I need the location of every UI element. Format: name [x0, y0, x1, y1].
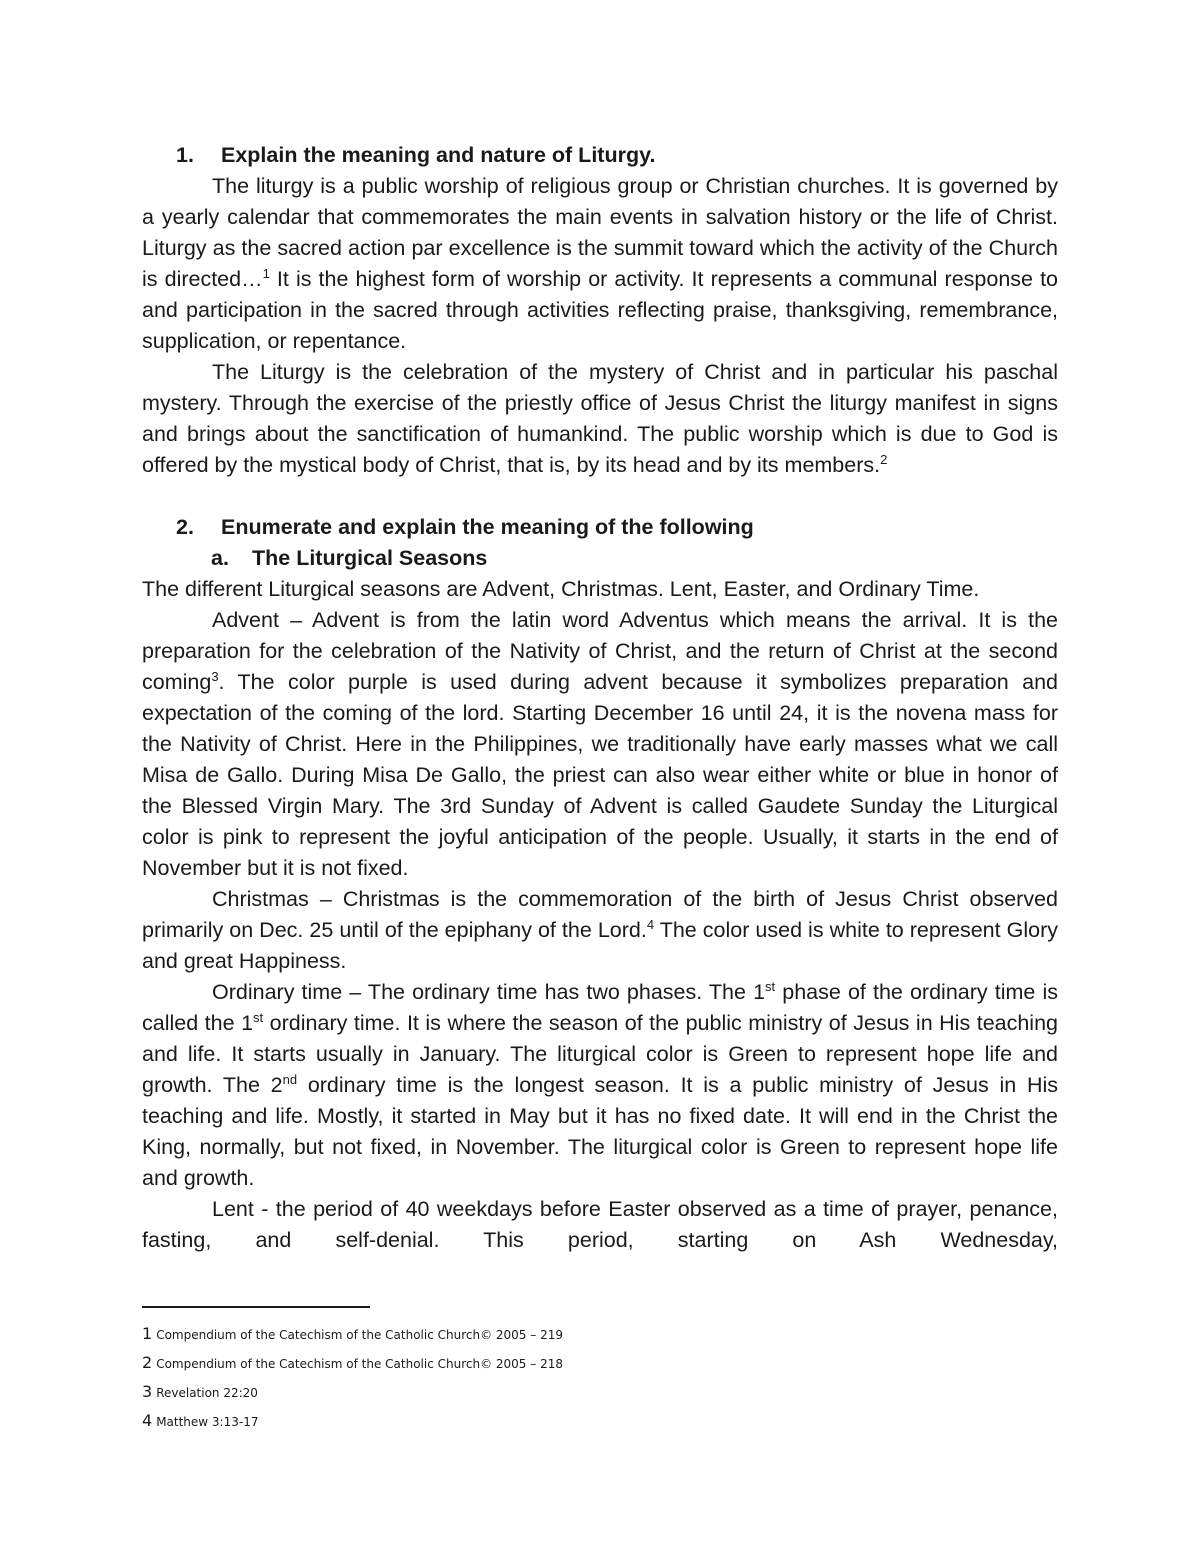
footnote-1 [142, 1320, 842, 1349]
liturgy-paragraph-1 [142, 171, 1058, 357]
christmas-paragraph [142, 884, 1058, 977]
question-1-number: 1. [176, 143, 194, 167]
footnote-mark: 2 [142, 1353, 153, 1372]
footnote-text: Compendium of the Catechism of the Catholic Church© 2005 – 218 [156, 1357, 563, 1371]
ordinal-suffix: st [765, 979, 776, 994]
liturgy-p1-text-a: The liturgy is a public worship of religious group or Christian churches. It is governed by a yearly calendar that commemorates the main events in salvation history or the life of Christ. Liturgy as the sacred action par excellence is the summit toward which the activity of the Church is directed… [142, 174, 1058, 291]
footnote-text: Compendium of the Catechism of the Catholic Church© 2005 – 219 [156, 1328, 563, 1342]
body-content [142, 140, 1058, 1256]
footnote-2 [142, 1349, 842, 1378]
footnote-mark: 1 [142, 1324, 153, 1343]
liturgy-paragraph-2 [142, 357, 1058, 481]
footnote-text: Matthew 3:13-17 [156, 1415, 259, 1429]
ordinal-suffix: st [253, 1010, 264, 1025]
subheading-title: The Liturgical Seasons [252, 546, 488, 570]
footnote-ref-1[interactable]: 1 [262, 266, 270, 281]
advent-paragraph [142, 605, 1058, 884]
ordinary-time-paragraph [142, 977, 1058, 1194]
question-1-title: Explain the meaning and nature of Liturgy. [221, 143, 656, 167]
lent-paragraph: Lent - the period of 40 weekdays before Easter observed as a time of prayer, penance, fasting, and self-denial. This period, starting on Ash Wednesday, [142, 1197, 1058, 1252]
subheading-liturgical-seasons [142, 543, 1058, 574]
advent-text-a: Advent – Advent is from the latin word Adventus which means the arrival. It is the preparation for the celebration of the Nativity of Christ, and the return of Christ at the second coming [142, 608, 1058, 694]
footnote-ref-4[interactable]: 4 [646, 917, 655, 932]
subheading-letter: a. [211, 546, 229, 570]
question-2-title: Enumerate and explain the meaning of the following [221, 515, 754, 539]
section-gap [142, 481, 1058, 512]
ordinary-text-d: ordinary time is the longest season. It is a public ministry of Jesus in His teaching and life. Mostly, it started in May but it has no fixed date. It will end in the Christ the King, normally, but not fixed, in November. The liturgical color is Green to represent hope life and growth. [142, 1073, 1059, 1190]
advent-text-b: . The color purple is used during advent because it symbolizes preparation and expectation of the coming of the lord. Starting December 16 until 24, it is the novena mass for the Nativity of Christ. Here in the Philippines, we traditionally have early masses what we call Misa de Gallo. During Misa De Gallo, the priest can also wear either white or blue in honor of the Blessed Virgin Mary. The 3rd Sunday of Advent is called Gaudete Sunday the Liturgical color is pink to represent the joyful anticipation of the people. Usually, it starts in the end of November but it is not fixed. [142, 670, 1058, 880]
footnotes [142, 1320, 842, 1436]
footnote-text: Revelation 22:20 [156, 1386, 258, 1400]
liturgy-p2-text: The Liturgy is the celebration of the mystery of Christ and in particular his paschal mystery. Through the exercise of the priestly office of Jesus Christ the liturgy manifest in signs and brings about the sanctification of humankind. The public worship which is due to God is offered by the mystical body of Christ, that is, by its head and by its members. [142, 360, 1058, 477]
footnote-ref-2[interactable]: 2 [880, 452, 888, 467]
footnote-4 [142, 1407, 842, 1436]
ordinary-text-b: phase of the ordinary time is called the 1 [142, 980, 1058, 1035]
ordinal-suffix: nd [282, 1072, 298, 1087]
seasons-intro: The different Liturgical seasons are Advent, Christmas. Lent, Easter, and Ordinary Time. [142, 577, 980, 601]
question-1-heading [142, 140, 1058, 171]
footnote-3 [142, 1378, 842, 1407]
ordinary-text-c: ordinary time. It is where the season of the public ministry of Jesus in His teaching and life. It starts usually in January. The liturgical color is Green to represent hope life and growth. The 2 [142, 1011, 1059, 1097]
footnote-ref-3[interactable]: 3 [211, 669, 219, 684]
christmas-text-b: The color used is white to represent Glory and great Happiness. [142, 918, 1058, 973]
footnote-mark: 4 [142, 1411, 153, 1430]
footnote-mark: 3 [142, 1382, 153, 1401]
ordinary-text-a: Ordinary time – The ordinary time has two phases. The 1 [212, 980, 766, 1004]
question-2-number: 2. [176, 515, 194, 539]
christmas-text-a: Christmas – Christmas is the commemoration of the birth of Jesus Christ observed primarily on Dec. 25 until of the epiphany of the Lord. [142, 887, 1058, 942]
footnote-separator [142, 1306, 370, 1308]
question-2-heading [142, 512, 1058, 543]
liturgy-p1-text-b: It is the highest form of worship or activity. It represents a communal response to and participation in the sacred through activities reflecting praise, thanksgiving, remembrance, supplication, or repentance. [142, 267, 1058, 353]
